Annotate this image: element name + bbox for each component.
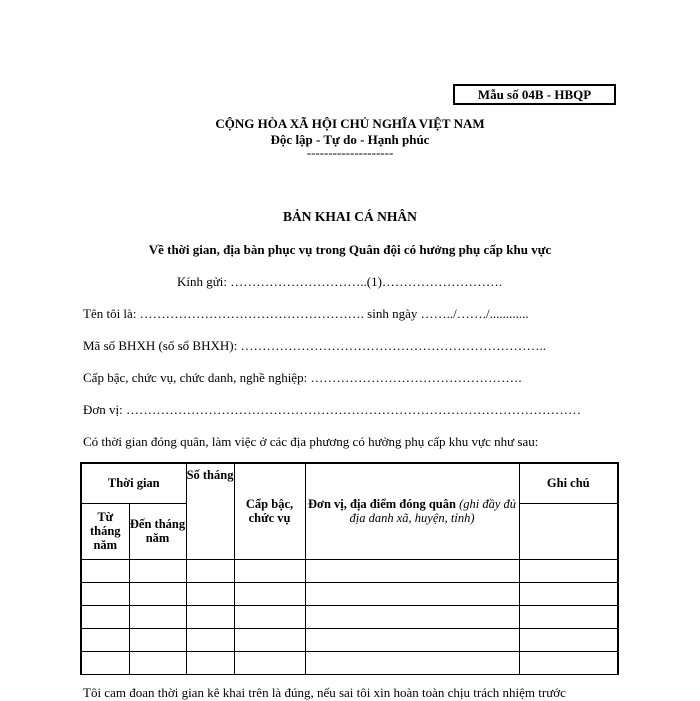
national-motto: Độc lập - Tự do - Hạnh phúc [270, 132, 430, 147]
cell-months[interactable] [186, 582, 234, 605]
name-birthdate-field[interactable]: Tên tôi là: ……………………………………………. sinh ngày ……../……./............ [83, 306, 529, 321]
cell-months[interactable] [186, 559, 234, 582]
header-notes-blank [519, 503, 618, 559]
cell-rank[interactable] [234, 582, 305, 605]
cell-rank[interactable] [234, 605, 305, 628]
cell-unit[interactable] [305, 628, 519, 651]
table-row [81, 559, 618, 582]
cell-notes[interactable] [519, 605, 618, 628]
cell-from[interactable] [81, 605, 129, 628]
social-insurance-field[interactable]: Mã số BHXH (số sổ BHXH): …………………………………………………………….. [83, 338, 546, 353]
cell-unit[interactable] [305, 605, 519, 628]
table-row [81, 651, 618, 674]
header-months: Số tháng [186, 463, 234, 559]
cell-unit[interactable] [305, 559, 519, 582]
cell-rank[interactable] [234, 559, 305, 582]
cell-to[interactable] [129, 559, 186, 582]
form-code-box: Mẫu số 04B - HBQP [453, 84, 616, 105]
cell-from[interactable] [81, 582, 129, 605]
cell-to[interactable] [129, 651, 186, 674]
header-period: Thời gian [81, 463, 186, 503]
header-to: Đến tháng năm [129, 503, 186, 559]
header-divider: -------------------- [306, 145, 394, 160]
table-row [81, 582, 618, 605]
cell-to[interactable] [129, 582, 186, 605]
rank-position-field[interactable]: Cấp bậc, chức vụ, chức danh, nghề nghiệp: …………………………………………. [83, 370, 522, 385]
commitment-text: Tôi cam đoan thời gian kê khai trên là đúng, nếu sai tôi xin hoàn toàn chịu trách nhiệm trước [83, 685, 566, 700]
cell-to[interactable] [129, 628, 186, 651]
table-row [81, 628, 618, 651]
unit-field[interactable]: Đơn vị: …………………………………………………………………………………………… [83, 402, 581, 417]
cell-rank[interactable] [234, 651, 305, 674]
cell-unit[interactable] [305, 582, 519, 605]
cell-notes[interactable] [519, 651, 618, 674]
cell-months[interactable] [186, 628, 234, 651]
cell-notes[interactable] [519, 559, 618, 582]
header-unit-note: (ghi đầy đủ địa danh xã, huyện, tỉnh) [349, 497, 517, 526]
header-rank: Cấp bậc, chức vụ [234, 463, 305, 559]
cell-from[interactable] [81, 559, 129, 582]
header-unit [305, 463, 519, 559]
document-subtitle: Về thời gian, địa bàn phục vụ trong Quân đội có hưởng phụ cấp khu vực [148, 242, 552, 257]
cell-months[interactable] [186, 651, 234, 674]
cell-from[interactable] [81, 651, 129, 674]
cell-months[interactable] [186, 605, 234, 628]
table-row [81, 605, 618, 628]
header-unit-label: Đơn vị, địa điểm đóng quân [308, 497, 456, 512]
document-title: BẢN KHAI CÁ NHÂN [283, 209, 417, 224]
header-notes: Ghi chú [519, 463, 618, 503]
cell-rank[interactable] [234, 628, 305, 651]
cell-to[interactable] [129, 605, 186, 628]
cell-from[interactable] [81, 628, 129, 651]
service-period-table [80, 462, 619, 675]
table-intro-text: Có thời gian đóng quân, làm việc ở các địa phương có hưởng phụ cấp khu vực như sau: [83, 434, 539, 449]
cell-unit[interactable] [305, 651, 519, 674]
recipient-field[interactable]: Kính gửi: …………………………..(1)………………………. [177, 274, 503, 289]
header-from: Từ tháng năm [81, 503, 129, 559]
cell-notes[interactable] [519, 628, 618, 651]
cell-notes[interactable] [519, 582, 618, 605]
national-title: CỘNG HÒA XÃ HỘI CHỦ NGHĨA VIỆT NAM [215, 116, 485, 131]
